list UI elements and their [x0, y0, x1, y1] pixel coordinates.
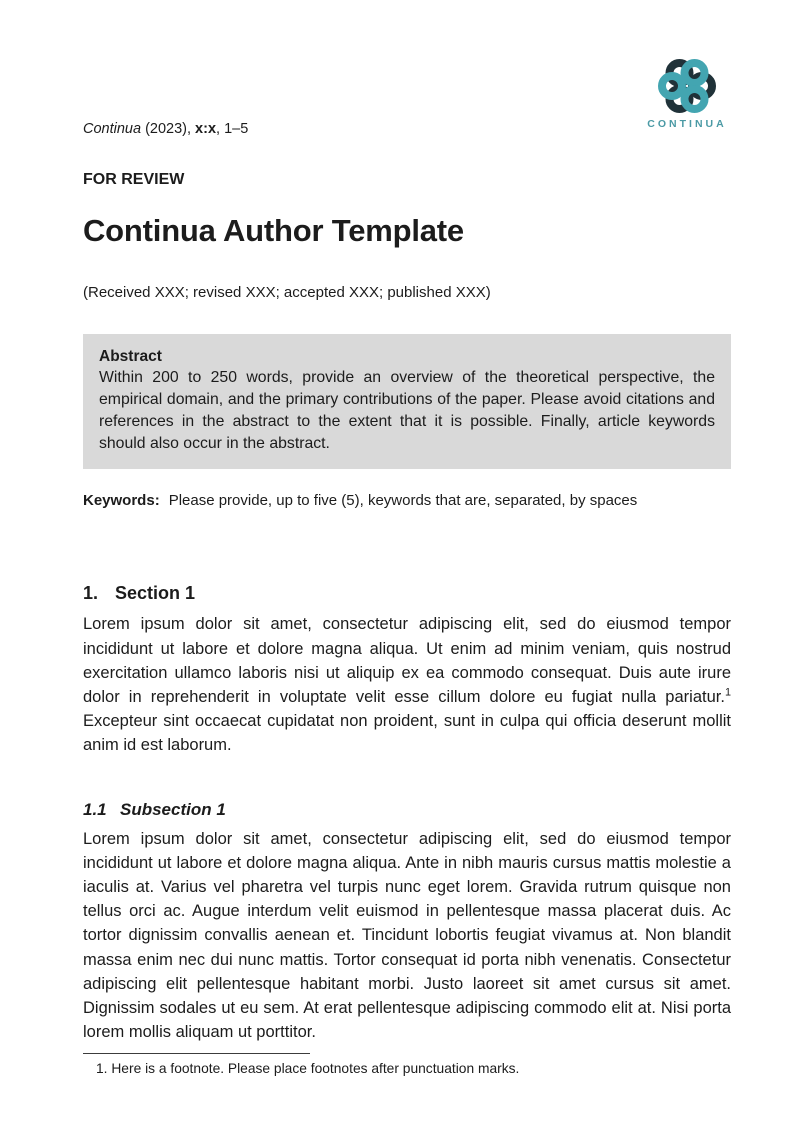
continua-rings-icon: [645, 56, 729, 116]
paper-title: Continua Author Template: [83, 213, 464, 248]
logo-wordmark: CONTINUA: [647, 118, 727, 130]
subsection-1-1-heading: [83, 798, 731, 821]
footnote-text: 1. Here is a footnote. Please place footnotes after punctuation marks.: [96, 1061, 520, 1077]
abstract-box: [83, 334, 731, 469]
footnote-marker: 1: [724, 686, 731, 699]
abstract-body: Within 200 to 250 words, provide an overview of the theoretical perspective, the empirical domain, and the primary contributions of the paper. Please avoid citations and references in the abstract to the extent that it is possible. Finally, article keywords should also occur in the abstract.: [99, 369, 715, 453]
continua-logo: [644, 56, 730, 130]
section-1-heading: [83, 581, 731, 606]
review-status-banner: FOR REVIEW: [83, 171, 185, 188]
paragraph-text-before-footnote: Lorem ipsum dolor sit amet, consectetur adipiscing elit, sed do eiusmod tempor incididunt ut labore et dolore magna aliqua. Ut enim ad minim veniam, quis nostrud exercitation ullamco laboris nisi ut aliquip ex ea commodo consequat. Duis aute irure dolor in reprehenderit in voluptate velit esse cillum dolore eu fugiat nulla pariatur.: [83, 615, 731, 706]
journal-name: Continua: [83, 121, 142, 137]
abstract-heading: Abstract: [99, 348, 162, 365]
keywords-line: [83, 490, 731, 511]
paragraph-text-after-footnote: Excepteur sint occaecat cupidatat non proident, sunt in culpa qui officia deserunt mollit anim id est laborum.: [83, 712, 731, 755]
subsection-1-1-number: 1.1: [83, 799, 107, 819]
section-1-number: 1.: [83, 583, 99, 604]
journal-citation: [83, 120, 731, 139]
journal-pages: , 1–5: [216, 121, 249, 137]
subsection-1-1-title: Subsection 1: [120, 799, 226, 819]
footnote-divider: [83, 1053, 310, 1054]
section-1-paragraph: [83, 612, 731, 757]
keywords-label: Keywords:: [83, 492, 160, 510]
dates-line: (Received XXX; revised XXX; accepted XXX; published XXX): [83, 284, 491, 301]
journal-volume: x:x: [195, 121, 217, 137]
section-1-title: Section 1: [115, 583, 196, 604]
journal-year: (2023),: [141, 121, 196, 137]
keywords-value: Please provide, up to five (5), keywords that are, separated, by spaces: [168, 492, 638, 510]
subsection-1-1-paragraph: Lorem ipsum dolor sit amet, consectetur adipiscing elit, sed do eiusmod tempor incididunt ut labore et dolore magna aliqua. Ante in nibh mauris cursus mattis molestie a iaculis at. Varius vel pharetra vel turpis nunc eget lorem. Gravida rutrum quisque non tellus orci ac. Augue interdum velit euismod in pellentesque massa placerat duis. Ac tortor dignissim convallis aenean et. Tincidunt lobortis feugiat vivamus at. Non blandit massa enim nec dui nunc mattis. Tortor consequat id porta nibh venenatis. Consectetur adipiscing elit pellentesque habitant morbi. Justo laoreet sit amet cursus sit amet. Dignissim sodales ut eu sem. At erat pellentesque adipiscing commodo elit at. Nisi porta lorem mollis aliquam ut porttitor.: [83, 829, 731, 1042]
